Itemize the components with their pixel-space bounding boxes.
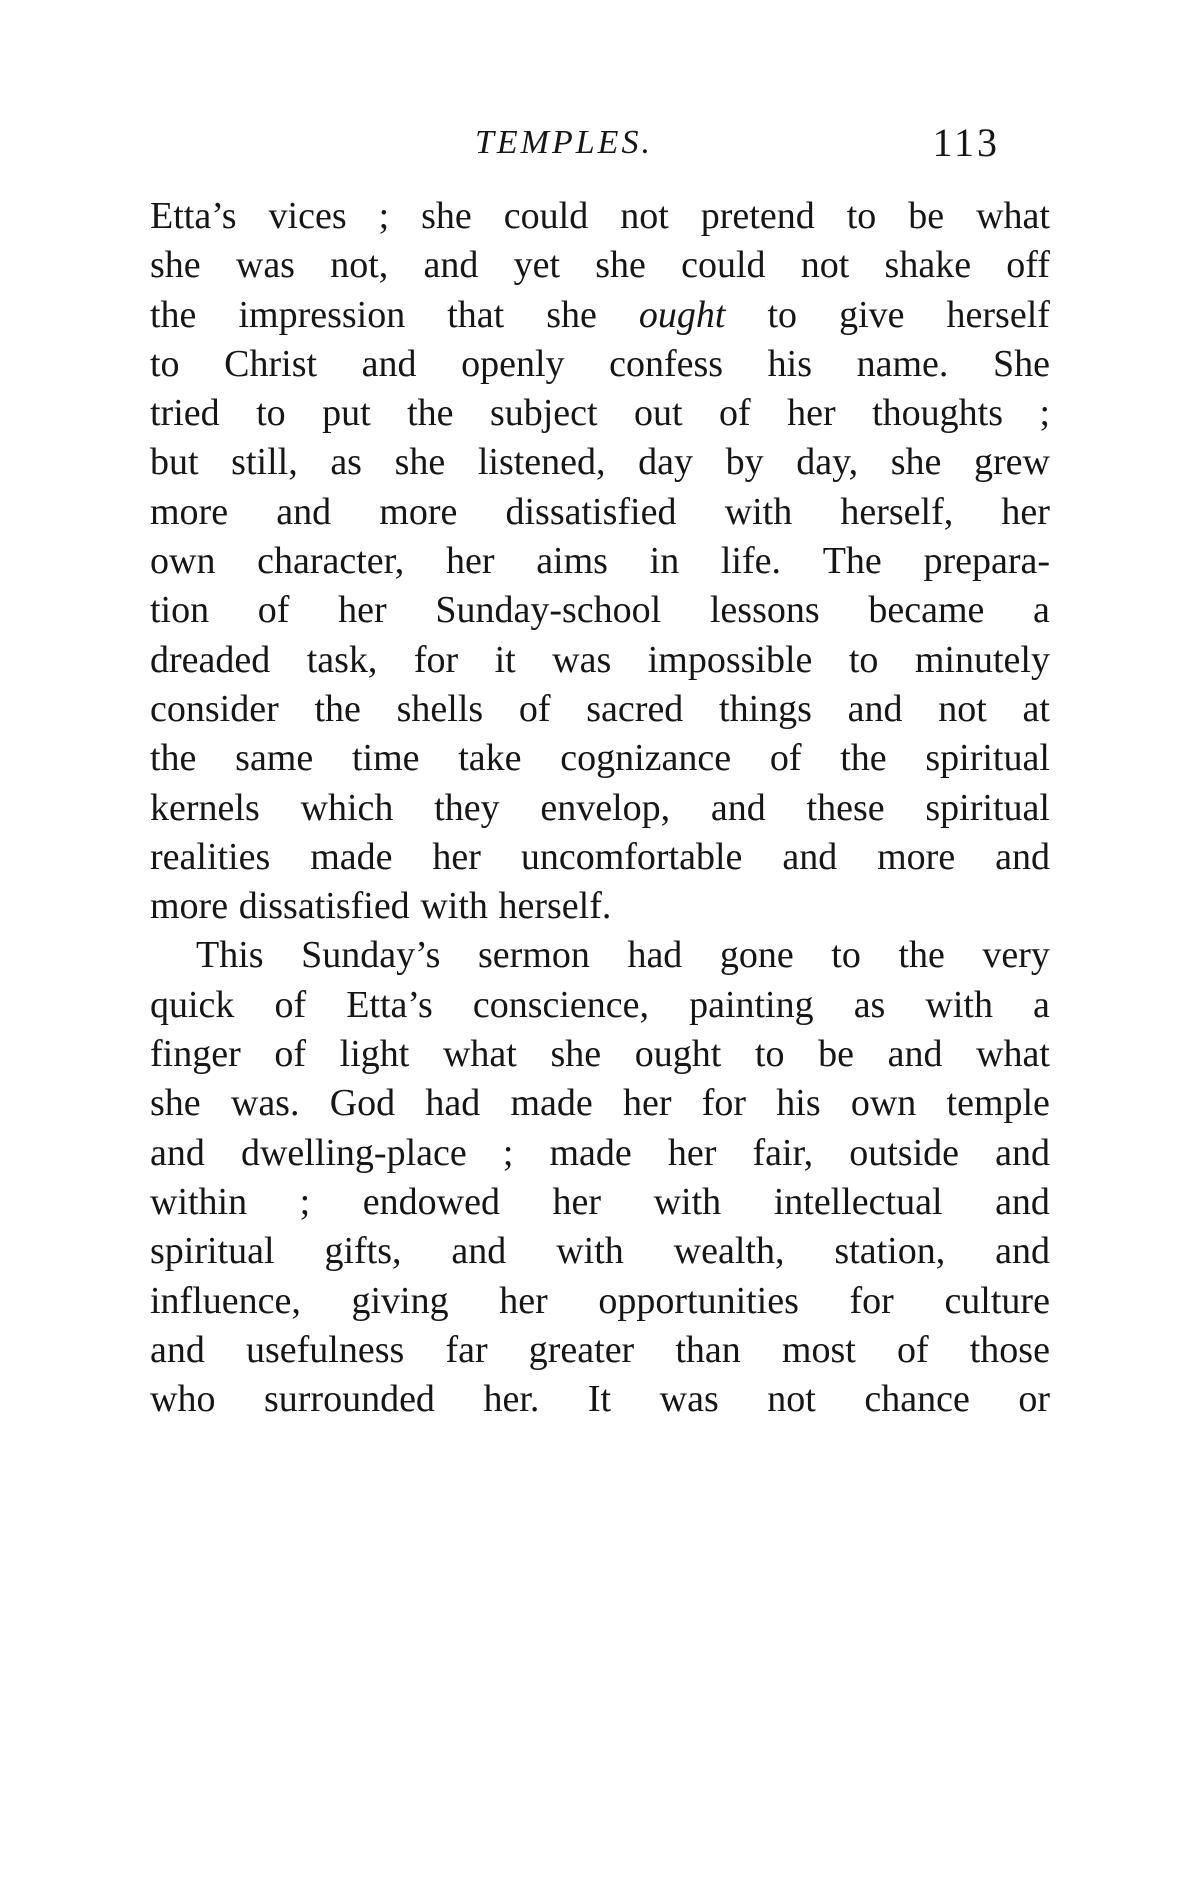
paragraph [150,192,1050,931]
text-line: and dwelling-place ; made her fair, outside and [150,1131,1050,1174]
text-line: finger of light what she ought to be and what [150,1033,1050,1076]
text-line: to Christ and openly confess his name. She [150,342,1050,385]
page-number: 113 [932,120,1000,165]
text-line: but still, as she listened, day by day, she grew [150,441,1050,484]
text-line: This Sunday’s sermon had gone to the very [196,934,1050,977]
text-line: kernels which they envelop, and these spiritual [150,786,1050,829]
text-line: tried to put the subject out of her thoughts ; [150,392,1050,435]
text-line: and usefulness far greater than most of those [150,1328,1050,1371]
text-line: Etta’s vices ; she could not pretend to be what [150,195,1050,237]
text-line: within ; endowed her with intellectual and [150,1180,1050,1223]
text-line: she was not, and yet she could not shake off [150,244,1050,287]
text-line: own character, her aims in life. The prepara- [150,540,1050,583]
running-head [120,118,1000,168]
running-title: TEMPLES. [475,124,653,161]
text-line: who surrounded her. It was not chance or [150,1378,1050,1421]
text-line: more and more dissatisfied with herself, her [150,490,1050,533]
text-line: the same time take cognizance of the spiritual [150,737,1050,780]
body-text [150,192,1050,1424]
text-line: more dissatisfied with herself. [150,885,612,928]
text-line: quick of Etta’s conscience, painting as with a [150,983,1050,1026]
text-line: influence, giving her opportunities for culture [150,1279,1050,1322]
text-line: consider the shells of sacred things and not at [150,687,1050,730]
text-line: dreaded task, for it was impossible to minutely [150,638,1050,681]
text-line: she was. God had made her for his own temple [150,1082,1050,1125]
text-line: tion of her Sunday-school lessons became a [150,589,1050,632]
text-line: the impression that she ought to give herself [150,293,1050,336]
text-line: spiritual gifts, and with wealth, station, and [150,1230,1050,1273]
paragraph [150,931,1050,1424]
text-line: realities made her uncomfortable and more and [150,835,1050,878]
